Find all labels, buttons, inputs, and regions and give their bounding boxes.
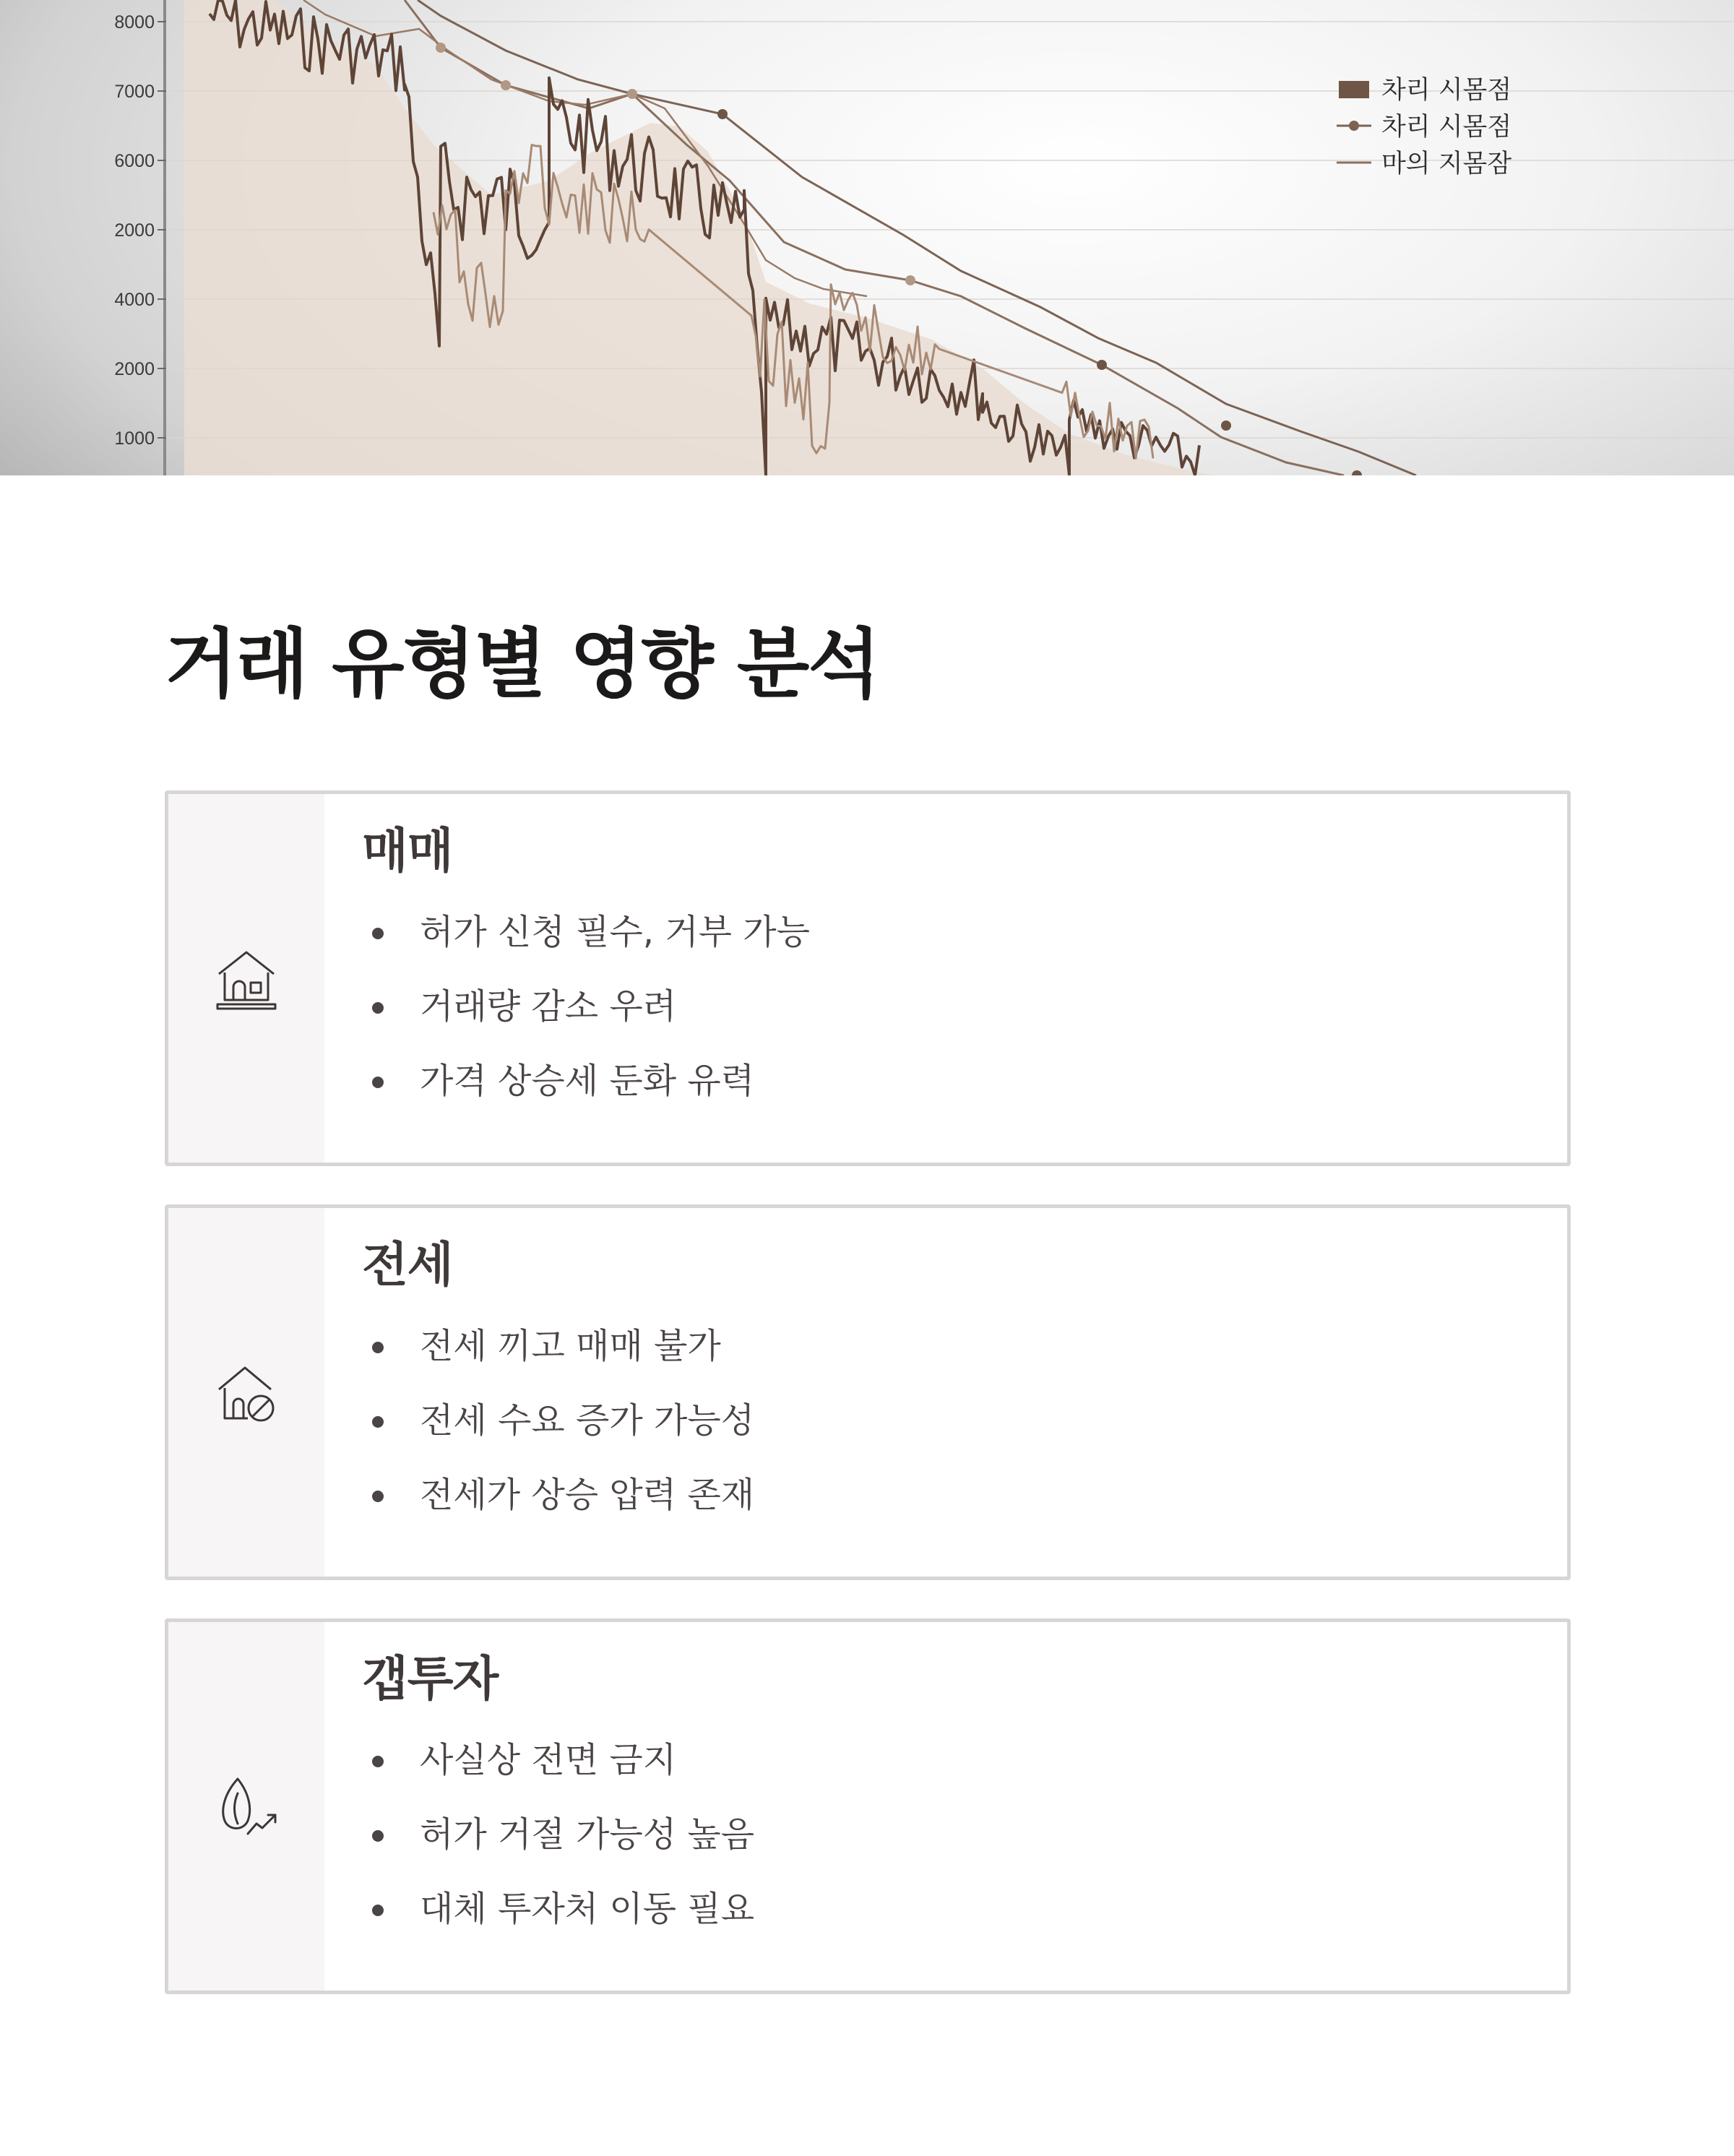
house-icon bbox=[212, 944, 281, 1013]
y-tick-label: 4000 bbox=[114, 290, 155, 310]
card-icon-panel bbox=[168, 1622, 324, 1991]
list-item: 허가 신청 필수, 거부 가능 bbox=[362, 895, 1538, 970]
list-item: 전세 끼고 매매 불가 bbox=[362, 1309, 1538, 1384]
y-tick-label: 1000 bbox=[114, 428, 155, 449]
trend-point bbox=[905, 275, 915, 285]
trend-point bbox=[436, 43, 446, 53]
legend-label-1: 차리 시몸점 bbox=[1381, 76, 1512, 105]
legend-marker-dot bbox=[1349, 121, 1359, 131]
card-title: 전세 bbox=[362, 1237, 453, 1293]
list-item: 전세가 상승 압력 존재 bbox=[362, 1458, 1538, 1532]
card-title: 갭투자 bbox=[362, 1651, 499, 1707]
card-body bbox=[362, 1651, 1538, 1946]
bullet-list bbox=[362, 1309, 1538, 1532]
seed-growth-icon bbox=[212, 1772, 281, 1841]
card-sale bbox=[165, 790, 1571, 1166]
hero-chart-image bbox=[0, 0, 1734, 475]
y-tick-label: 7000 bbox=[114, 82, 155, 102]
house-blocked-icon bbox=[212, 1358, 281, 1427]
card-jeonse bbox=[165, 1204, 1571, 1580]
trend-point bbox=[1097, 360, 1107, 370]
bullet-list bbox=[362, 895, 1538, 1118]
y-tick-label: 8000 bbox=[114, 12, 155, 33]
legend-label-3: 마의 지몸잠 bbox=[1381, 150, 1512, 178]
card-body bbox=[362, 823, 1538, 1118]
list-item: 사실상 전면 금지 bbox=[362, 1723, 1538, 1798]
legend-marker-square bbox=[1339, 81, 1369, 98]
trend-point bbox=[1352, 470, 1362, 475]
chart-legend bbox=[1337, 76, 1511, 178]
card-icon-panel bbox=[168, 1208, 324, 1577]
chart-graphic bbox=[0, 0, 1734, 475]
y-tick-label: 2000 bbox=[114, 359, 155, 379]
trend-point bbox=[501, 80, 511, 90]
list-item: 가격 상승세 둔화 유력 bbox=[362, 1044, 1538, 1118]
y-tick-label: 6000 bbox=[114, 151, 155, 171]
trend-point bbox=[717, 109, 728, 119]
list-item: 거래량 감소 우려 bbox=[362, 970, 1538, 1044]
card-title: 매매 bbox=[362, 823, 453, 879]
card-body bbox=[362, 1237, 1538, 1532]
trend-point bbox=[1221, 421, 1231, 431]
y-axis-line bbox=[163, 0, 166, 475]
list-item: 전세 수요 증가 가능성 bbox=[362, 1384, 1538, 1458]
legend-label-2: 차리 시몸점 bbox=[1381, 113, 1512, 142]
y-tick-label: 2000 bbox=[114, 220, 155, 241]
card-icon-panel bbox=[168, 794, 324, 1163]
list-item: 대체 투자처 이동 필요 bbox=[362, 1872, 1538, 1946]
card-gap-investment bbox=[165, 1618, 1571, 1994]
list-item: 허가 거절 가능성 높음 bbox=[362, 1798, 1538, 1872]
bullet-list bbox=[362, 1723, 1538, 1946]
page-title: 거래 유형별 영향 분석 bbox=[165, 620, 879, 708]
shaded-area bbox=[184, 0, 1214, 475]
trend-point bbox=[627, 89, 637, 99]
